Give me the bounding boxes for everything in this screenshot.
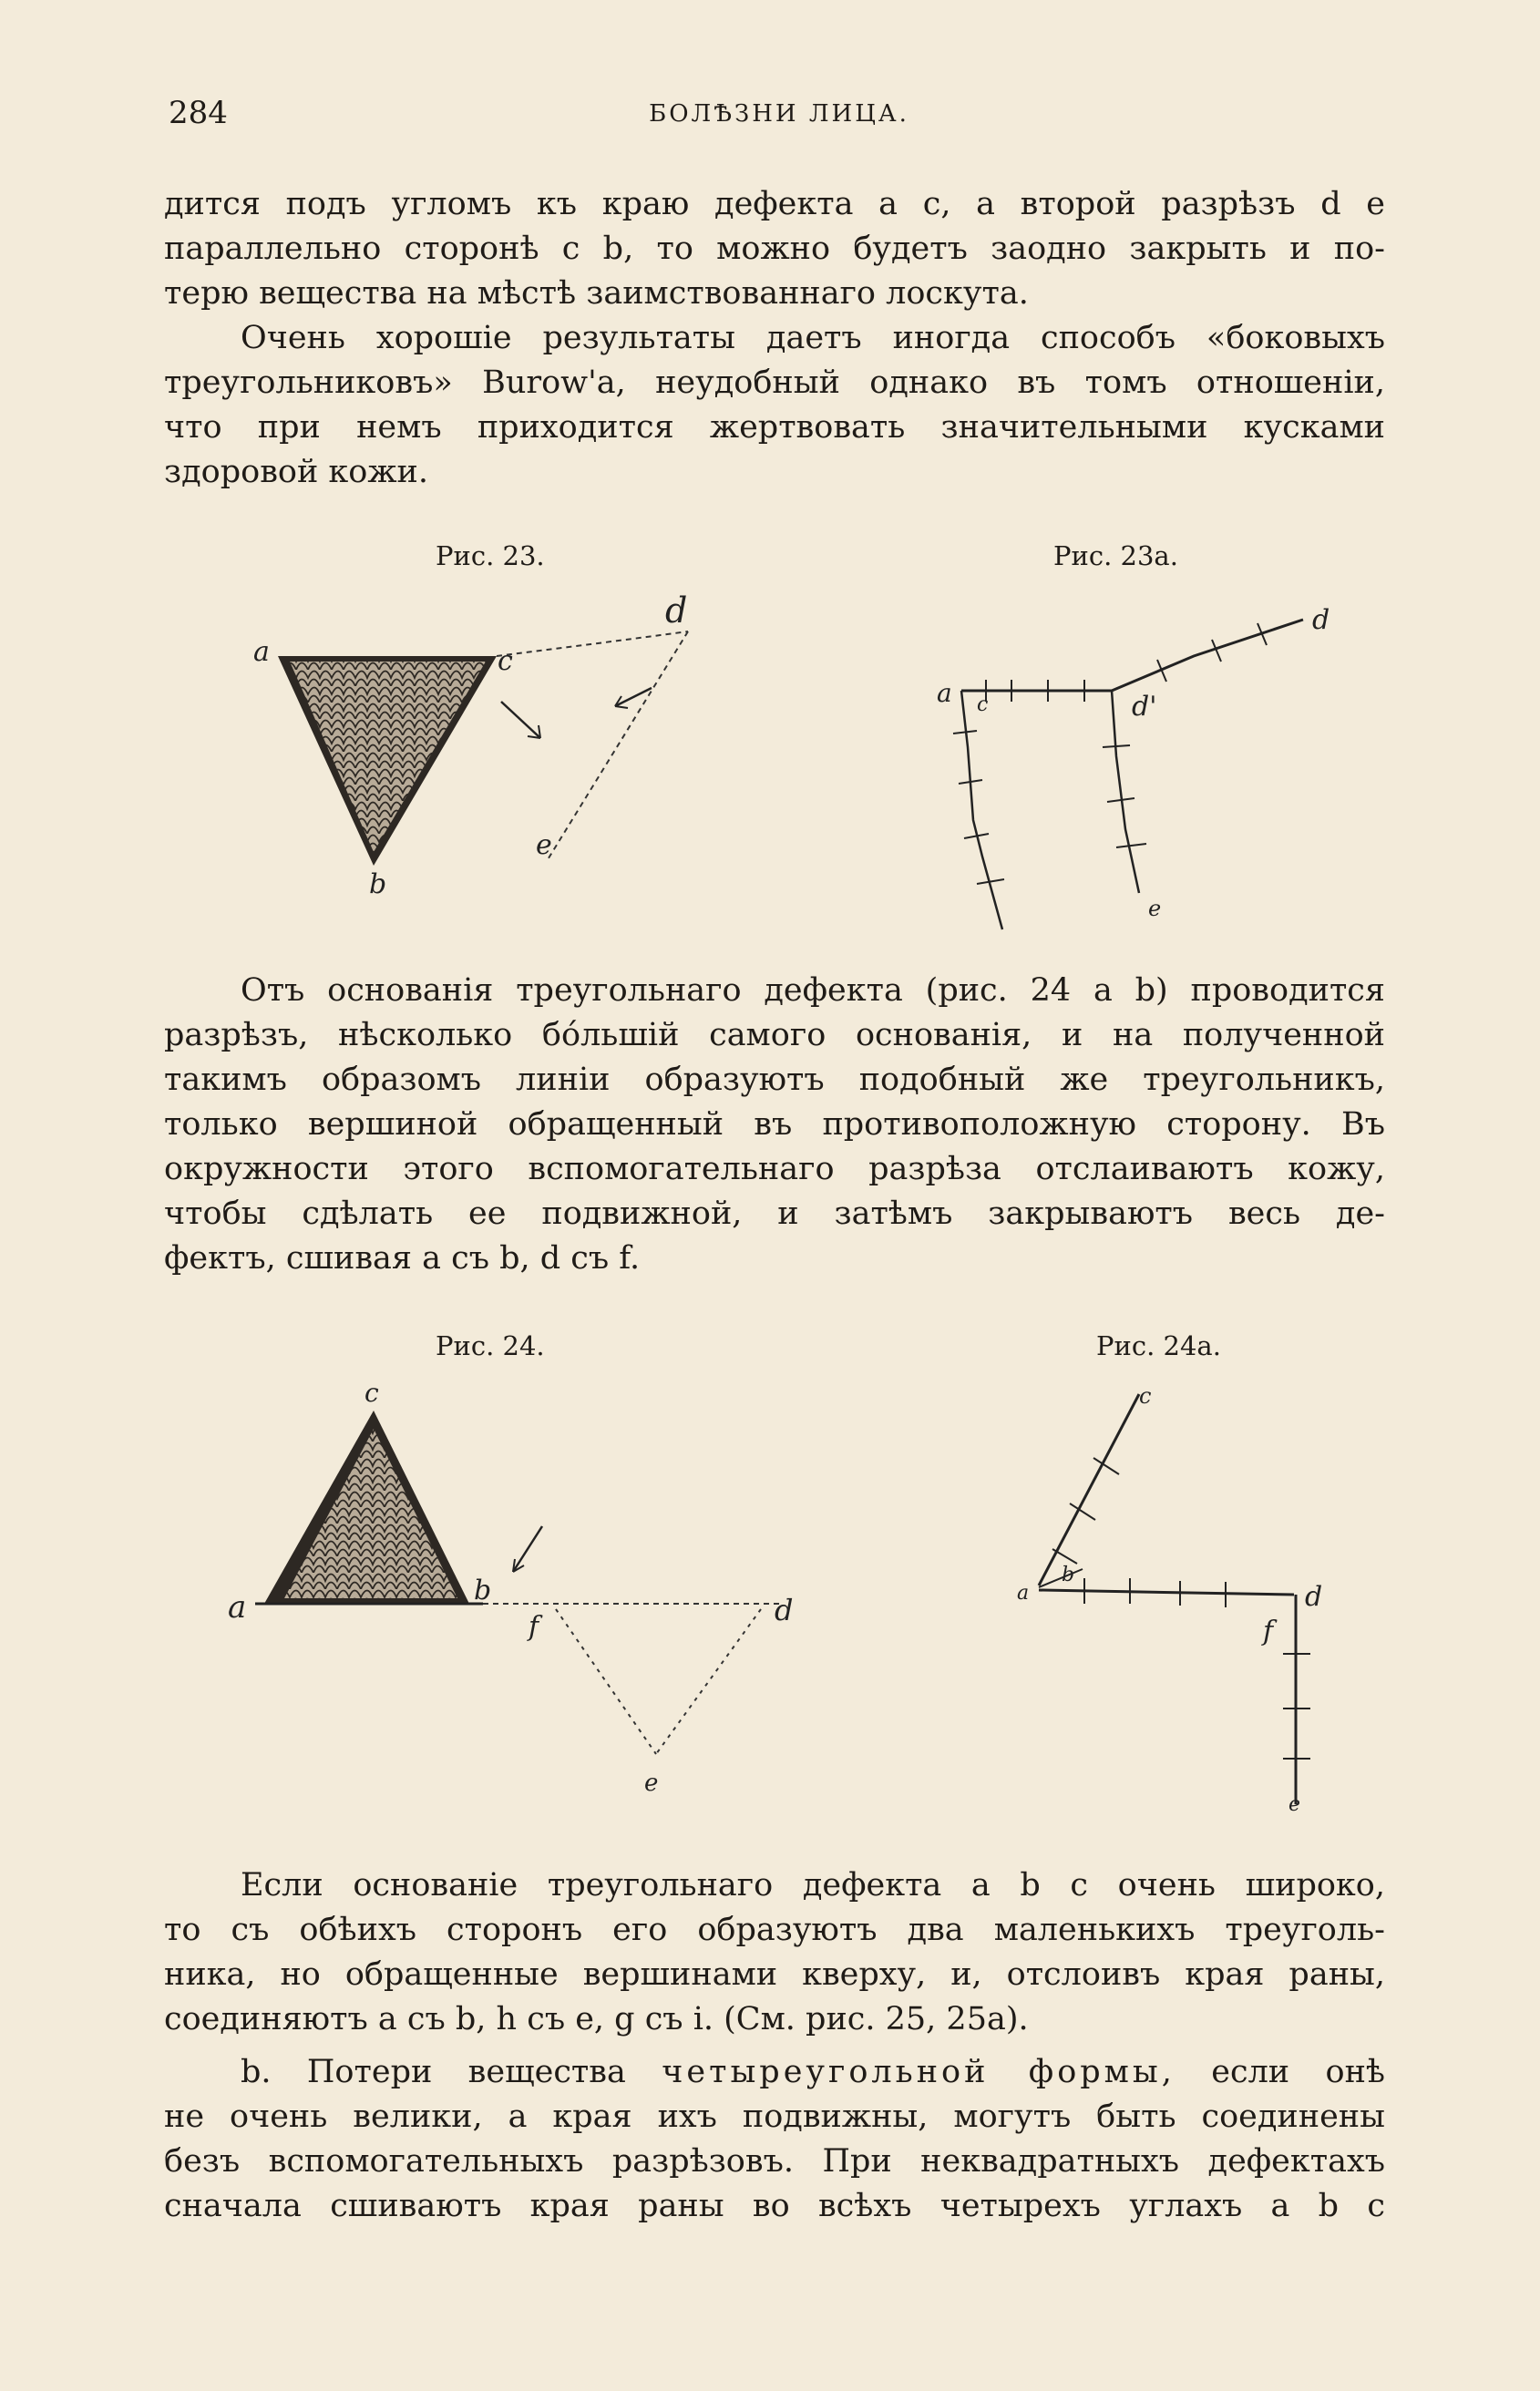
point-label: e [536,829,552,861]
paragraph-1 [164,182,1385,316]
point-label: a [253,636,270,668]
figure-24a-diagram [1011,1376,1385,1816]
point-label: d [665,590,688,631]
paragraph-5 [164,2050,1385,2229]
figure-23-caption: Рис. 23. [436,540,545,571]
point-label: e [1148,896,1162,921]
text-line: параллельно сторонѣ c b, то можно будетъ заодно закрыть и по- [164,231,1385,267]
point-label: a [228,1589,247,1626]
figure-24a-caption: Рис. 24а. [1096,1330,1221,1361]
point-label: f [1263,1616,1274,1647]
text-line: Если основаніе треугольнаго дефекта a b c очень широко, [241,1867,1385,1904]
line-tail: если онѣ [1175,2054,1385,2090]
figure-23-diagram [237,588,729,911]
page-header [169,95,1390,140]
text-line: ника, но обращенные вершинами кверху, и, отслоивъ края раны, [164,1956,1385,1993]
text-line: здоровой кожи. [164,454,429,490]
point-label: c [498,645,513,677]
point-label: b [474,1575,492,1606]
text-line: окружности этого вспомогательнаго разрѣза отслаиваютъ кожу, [164,1151,1385,1187]
text-line: Очень хорошіе результаты даетъ иногда способъ «боковыхъ [241,320,1385,356]
text-line: такимъ образомъ линіи образуютъ подобный же треугольникъ, [164,1062,1385,1098]
text-line: Отъ основанія треугольнаго дефекта (рис. 24 a b) проводится [241,972,1385,1009]
text-line: соединяютъ a съ b, h съ e, g съ i. (См. рис. 25, 25а). [164,2001,1029,2037]
point-label: d [1305,1581,1323,1613]
point-label: a [1017,1582,1030,1605]
text-line: чтобы сдѣлать ее подвижной, и затѣмъ закрываютъ весь де- [164,1196,1385,1232]
section-lead: b. Потери вещества [241,2054,662,2090]
paragraph-3 [164,969,1385,1281]
point-label: d [775,1593,794,1627]
point-label: f [529,1611,539,1643]
text-line: не очень велики, а края ихъ подвижны, могутъ быть соединены [164,2099,1385,2135]
text-line: безъ вспомогательныхъ разрѣзовъ. При неквадратныхъ дефектахъ [164,2143,1385,2180]
point-label: a [937,678,952,708]
text-line: то съ обѣихъ сторонъ его образуютъ два маленькихъ треуголь- [164,1912,1385,1948]
figure-23a-caption: Рис. 23а. [1053,540,1178,571]
paragraph-4 [164,1863,1385,2042]
text-line [164,2050,1385,2095]
text-line: дится подъ угломъ къ краю дефекта a c, а второй разрѣзъ d e [164,186,1385,222]
text-line: терю вещества на мѣстѣ заимствованнаго лоскута. [164,275,1029,312]
text-line: сначала сшиваютъ края раны во всѣхъ четырехъ углахъ a b c [164,2188,1385,2224]
figure-24-diagram [219,1376,838,1804]
point-label: d' [1132,691,1157,723]
text-line: что при немъ приходится жертвовать значительными кусками [164,409,1385,446]
running-title: БОЛѢЗНИ ЛИЦА. [649,100,909,128]
point-label: b [369,868,387,900]
page-number: 284 [169,95,228,131]
text-line: только вершиной обращенный въ противоположную сторону. Въ [164,1106,1385,1143]
figure-23a-diagram [920,583,1376,929]
point-label: b [1062,1564,1075,1586]
text-line: фектъ, сшивая a съ b, d съ f. [164,1240,641,1277]
point-label: e [644,1770,659,1797]
point-label: c [977,693,989,716]
text-line: разрѣзъ, нѣсколько бóльшій самого основанія, и на полученной [164,1017,1385,1053]
point-label: c [364,1378,379,1408]
point-label: e [1288,1793,1301,1816]
paragraph-2 [164,316,1385,495]
point-label: c [1139,1383,1152,1409]
figure-24-caption: Рис. 24. [436,1330,545,1361]
point-label: d [1312,604,1330,636]
spaced-emphasis: четыреугольной формы, [662,2054,1176,2090]
text-line: треугольниковъ» Burow'а, неудобный однако въ томъ отношеніи, [164,364,1385,401]
